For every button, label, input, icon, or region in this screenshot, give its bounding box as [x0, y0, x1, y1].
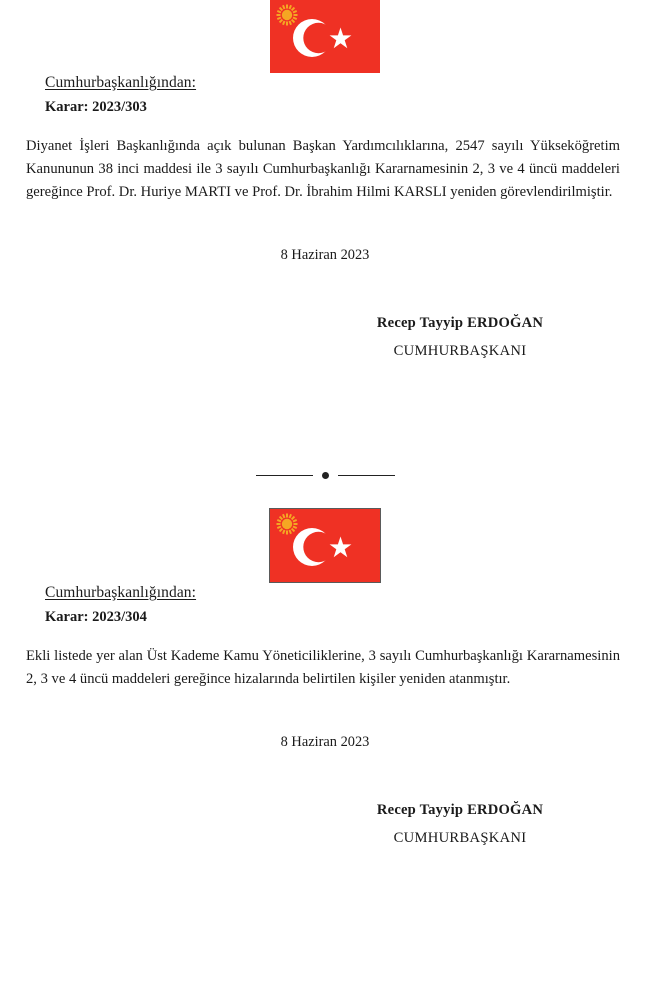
signatory-name: Recep Tayyip ERDOĞAN [376, 315, 544, 332]
decree-date: 8 Haziran 2023 [280, 733, 370, 750]
issuer-heading-text: Cumhurbaşkanlığından: [45, 584, 197, 601]
turkish-flag-icon [270, 0, 380, 73]
signature-block [0, 264, 650, 361]
decree-date: 8 Haziran 2023 [280, 246, 370, 263]
signature-inner [377, 801, 543, 848]
signatory-name: Recep Tayyip ERDOĞAN [376, 802, 544, 819]
divider-rule-right [338, 475, 395, 476]
signatory-title: CUMHURBAŞKANI [393, 830, 527, 846]
issuer-heading-text: Cumhurbaşkanlığından: [45, 74, 197, 91]
flag-container [0, 508, 650, 583]
decree-section-2 [0, 508, 650, 849]
divider-rule-left [256, 475, 313, 476]
turkish-flag-icon [269, 508, 381, 583]
ornamental-rule-dot-icon [0, 472, 650, 479]
signature-block [0, 751, 650, 848]
decree-body-text: Ekli listede yer alan Üst Kademe Kamu Yöneticiliklerine, 3 sayılı Cumhurbaşkanlığı Kararnamesinin 2, 3 ve 4 üncü maddeleri gereğince hizalarında belirtilen kişiler yeniden atanmıştır. [26, 647, 620, 687]
issuer-heading [0, 583, 650, 602]
signatory-title: CUMHURBAŞKANI [393, 343, 527, 360]
sunburst-icon [277, 5, 298, 26]
decision-number: Karar: 2023/304 [45, 609, 147, 626]
issuer-heading [0, 73, 650, 92]
decree-body-text: Diyanet İşleri Başkanlığında açık bulunan Başkan Yardımcılıklarına, 2547 sayılı Yükseköğretim Kanununun 38 inci maddesi ile 3 sayılı Cumhurbaşkanlığı Kararnamesinin 2, 3 ve 4 üncü maddeleri gereğince Prof. Dr. Huriye MARTI ve Prof. Dr. İbrahim Hilmi KARSLI yeniden görevlendirilmiştir. [26, 137, 620, 200]
decision-number: Karar: 2023/303 [45, 99, 147, 116]
divider-dot-icon [322, 472, 329, 479]
decree-section-1 [0, 0, 650, 362]
flag-container [0, 0, 650, 73]
sunburst-icon [277, 514, 298, 535]
signature-inner [377, 314, 543, 361]
